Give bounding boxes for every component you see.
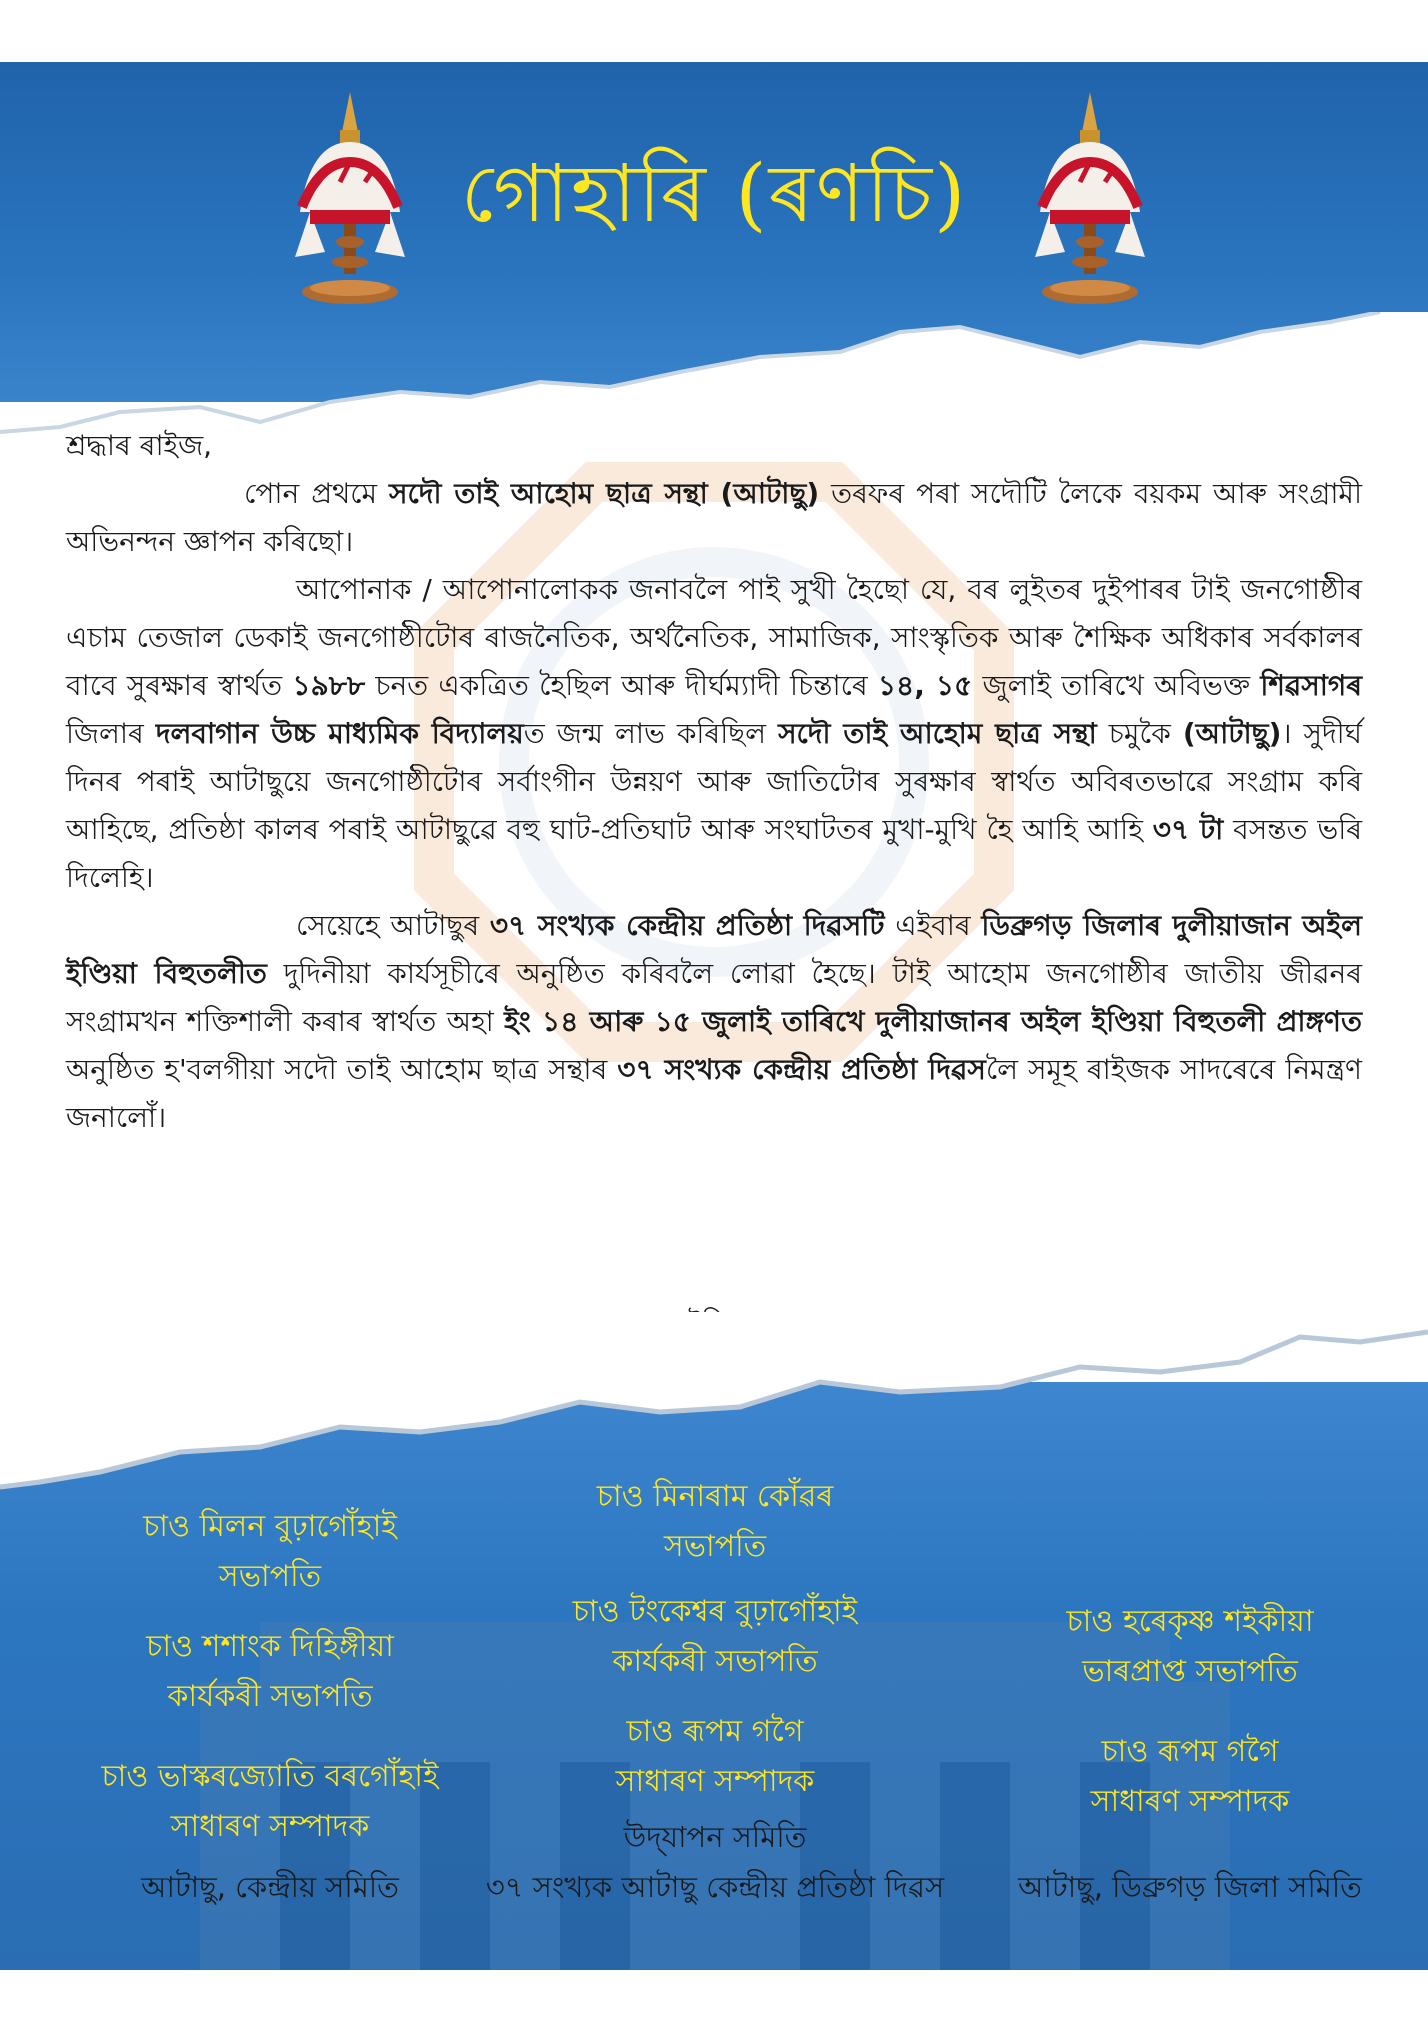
paragraph-1: পোন প্ৰথমে সদৌ তাই আহোম ছাত্ৰ সন্থা (আটাছু) তৰফৰ পৰা সদৌটি লৈকে বয়কম আৰু সংগ্ৰামী অভিনন্দন জ্ঞাপন কৰিছো। bbox=[66, 477, 1362, 558]
signatory-center-3 bbox=[420, 1707, 1010, 1807]
committee-left bbox=[60, 1862, 480, 1912]
signatory-role: ভাৰপ্ৰাপ্ত সভাপতি bbox=[1082, 1654, 1298, 1689]
signatory-left-3 bbox=[60, 1752, 480, 1852]
signatory-left-2 bbox=[60, 1622, 480, 1722]
torn-edge-bottom bbox=[0, 1312, 1428, 1492]
salutation: শ্ৰদ্ধাৰ ৰাইজ, bbox=[66, 429, 213, 462]
signatory-role: সভাপতি bbox=[218, 1559, 322, 1594]
signatory-center-1 bbox=[420, 1472, 1010, 1572]
signatory-name: চাও ভাস্কৰজ্যোতি বৰগোঁহাই bbox=[101, 1759, 439, 1794]
signatory-role: সাধাৰণ সম্পাদক bbox=[615, 1764, 815, 1799]
paragraph-2: আপোনাক / আপোনালোকক জনাবলৈ পাই সুখী হৈছো যে, বৰ লুইতৰ দুইপাৰৰ টাই জনগোষ্ঠীৰ এচাম তেজাল ডেকাই জনগোষ্ঠীটোৰ ৰাজনৈতিক, অৰ্থনৈতিক, সামাজিক, সাংস্কৃতিক আৰু শৈক্ষিক অধিকাৰ সৰ্বকালৰ বাবে সুৰক্ষাৰ স্বাৰ্থত ১৯৮৮ চনত একত্ৰিত হৈছিল আৰু দীৰ্ঘম্যাদী চিন্তাৰে ১৪, ১৫ জুলাই তাৰিখে অবিভক্ত শিৱসাগৰ জিলাৰ দলবাগান উচ্চ মাধ্যমিক বিদ্যালয়ত জন্ম লাভ কৰিছিল সদৌ তাই আহোম ছাত্ৰ সন্থা চমুকৈ (আটাছু)। সুদীৰ্ঘ দিনৰ পৰাই আটাছুয়ে জনগোষ্ঠীটোৰ সৰ্বাংগীন উন্নয়ণ আৰু জাতিটোৰ সুৰক্ষাৰ স্বাৰ্থত অবিৰতভাৱে সংগ্ৰাম কৰি আহিছে, প্ৰতিষ্ঠা কালৰ পৰাই আটাছুৱে বহু ঘাট-প্ৰতিঘাট আৰু সংঘাটতৰ মুখা-মুখি হৈ আহি আহি ৩৭ টা বসন্তত ভৰি দিলেহি। bbox=[66, 573, 1363, 894]
committee-right bbox=[980, 1862, 1400, 1912]
signatory-name: চাও ৰূপম গগৈ bbox=[1101, 1734, 1279, 1769]
committee-name: আটাছু, ডিব্ৰুগড় জিলা সমিতি bbox=[1018, 1870, 1362, 1904]
signatory-name: চাও টংকেশ্বৰ বুঢ়াগোঁহাই bbox=[572, 1594, 858, 1629]
page-title: গোহাৰি (ৰণচি) bbox=[460, 147, 968, 240]
signatory-name: চাও মিলন বুঢ়াগোঁহাই bbox=[143, 1509, 397, 1544]
invitation-page bbox=[0, 62, 1428, 1970]
signatory-center-2 bbox=[420, 1587, 1010, 1687]
committee-event: ৩৭ সংখ্যক আটাছু কেন্দ্ৰীয় প্ৰতিষ্ঠা দিৱস bbox=[485, 1870, 945, 1904]
signatory-right-1 bbox=[980, 1597, 1400, 1697]
letter-body bbox=[66, 422, 1362, 1142]
paragraph-3: সেয়েহে আটাছুৰ ৩৭ সংখ্যক কেন্দ্ৰীয় প্ৰতিষ্ঠা দিৱসটি এইবাৰ ডিব্ৰুগড় জিলাৰ দুলীয়াজান অইল ইণ্ডিয়া বিহুতলীত দুদিনীয়া কাৰ্যসূচীৰে অনুষ্ঠিত কৰিবলৈ লোৱা হৈছে। টাই আহোম জনগোষ্ঠীৰ জাতীয় জীৱনৰ সংগ্ৰামখন শক্তিশালী কৰাৰ স্বাৰ্থত অহা ইং ১৪ আৰু ১৫ জুলাই তাৰিখে দুলীয়াজানৰ অইল ইণ্ডিয়া বিহুতলী প্ৰাঙ্গণত অনুষ্ঠিত হ'বলগীয়া সদৌ তাই আহোম ছাত্ৰ সন্থাৰ ৩৭ সংখ্যক কেন্দ্ৰীয় প্ৰতিষ্ঠা দিৱসলৈ সমূহ ৰাইজক সাদৰেৰে নিমন্ত্ৰণ জনালোঁ। bbox=[66, 909, 1362, 1134]
signatory-role: সাধাৰণ সম্পাদক bbox=[170, 1809, 370, 1844]
signatory-role: কাৰ্যকৰী সভাপতি bbox=[612, 1644, 818, 1679]
signatory-right-2 bbox=[980, 1727, 1400, 1827]
signatory-left-1 bbox=[60, 1502, 480, 1602]
signatory-name: চাও ৰূপম গগৈ bbox=[626, 1714, 804, 1749]
signatory-role: সভাপতি bbox=[663, 1529, 767, 1564]
signatory-name: চাও মিনাৰাম কোঁৱৰ bbox=[596, 1479, 834, 1514]
signatory-role: সাধাৰণ সম্পাদক bbox=[1090, 1784, 1290, 1819]
committee-name: উদ্‌যাপন সমিতি bbox=[623, 1820, 807, 1854]
signatory-name: চাও হৰেকৃষ্ণ শইকীয়া bbox=[1066, 1604, 1314, 1639]
signatory-role: কাৰ্যকৰী সভাপতি bbox=[167, 1679, 373, 1714]
committee-center bbox=[420, 1812, 1010, 1912]
signatory-name: চাও শশাংক দিহিঙ্গীয়া bbox=[146, 1629, 394, 1664]
committee-name: আটাছু, কেন্দ্ৰীয় সমিতি bbox=[141, 1870, 399, 1904]
